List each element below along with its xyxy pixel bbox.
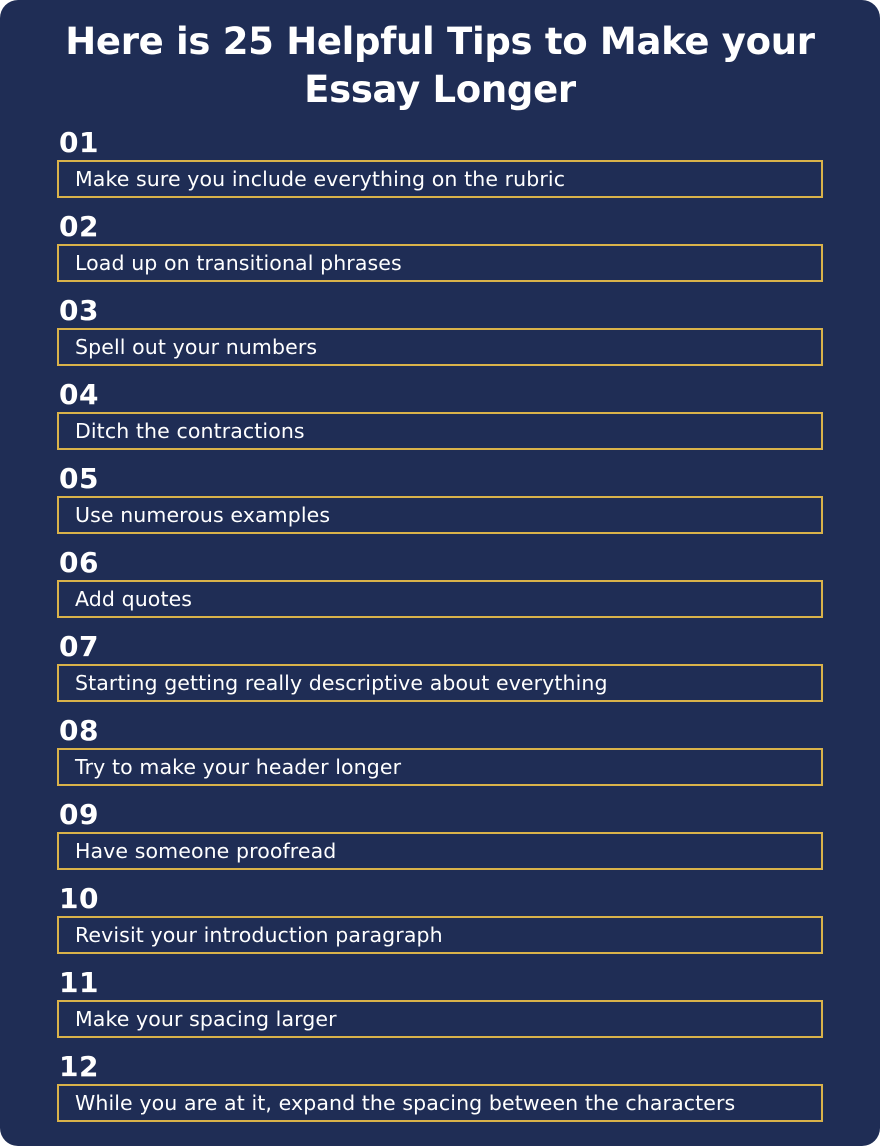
tips-list [57, 126, 823, 1134]
tip-number: 02 [59, 210, 99, 243]
tip-item [57, 126, 823, 210]
tip-text: Add quotes [75, 587, 193, 611]
tip-box [57, 916, 823, 954]
tip-number: 11 [59, 966, 99, 999]
tip-number: 01 [59, 126, 99, 159]
tip-box [57, 1000, 823, 1038]
tip-item [57, 462, 823, 546]
tip-text: While you are at it, expand the spacing between the characters [75, 1091, 736, 1115]
tip-box [57, 664, 823, 702]
tip-item [57, 882, 823, 966]
tip-box [57, 580, 823, 618]
tip-number: 04 [59, 378, 99, 411]
tip-item [57, 966, 823, 1050]
tip-item [57, 714, 823, 798]
tip-box [57, 748, 823, 786]
tip-text: Make sure you include everything on the rubric [75, 167, 566, 191]
tip-text: Revisit your introduction paragraph [75, 923, 443, 947]
tip-box [57, 412, 823, 450]
tip-item [57, 378, 823, 462]
tip-number: 09 [59, 798, 99, 831]
tip-number: 12 [59, 1050, 99, 1083]
tip-text: Load up on transitional phrases [75, 251, 402, 275]
tip-number: 07 [59, 630, 99, 663]
tip-item [57, 798, 823, 882]
tip-box [57, 1084, 823, 1122]
tip-item [57, 294, 823, 378]
tip-box [57, 160, 823, 198]
tip-box [57, 244, 823, 282]
tip-text: Have someone proofread [75, 839, 337, 863]
title-line-1: Here is 25 Helpful Tips to Make your [65, 20, 815, 63]
tip-number: 10 [59, 882, 99, 915]
tip-text: Ditch the contractions [75, 419, 305, 443]
tip-item [57, 630, 823, 714]
tip-box [57, 832, 823, 870]
tip-box [57, 328, 823, 366]
tip-box [57, 496, 823, 534]
tip-number: 08 [59, 714, 99, 747]
tip-text: Use numerous examples [75, 503, 331, 527]
tip-text: Try to make your header longer [75, 755, 402, 779]
tip-text: Make your spacing larger [75, 1007, 337, 1031]
tip-item [57, 546, 823, 630]
tip-text: Spell out your numbers [75, 335, 318, 359]
title-line-2: Essay Longer [304, 68, 576, 111]
page-title [20, 18, 860, 114]
tip-number: 03 [59, 294, 99, 327]
tip-number: 05 [59, 462, 99, 495]
tip-text: Starting getting really descriptive about everything [75, 671, 608, 695]
tip-item [57, 1050, 823, 1134]
tip-item [57, 210, 823, 294]
tip-number: 06 [59, 546, 99, 579]
